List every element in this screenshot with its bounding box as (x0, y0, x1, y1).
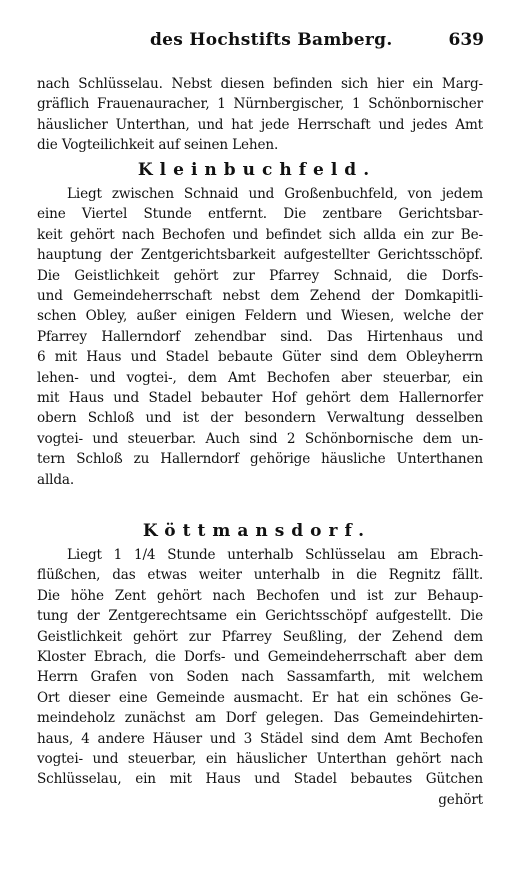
text-line: mit Haus und Stadel bebauter Hof gehört dem Hallernorfer (37, 390, 483, 407)
text-line: Die Geistlichkeit gehört zur Pfarrey Schnaid, die Dorfs- (37, 267, 483, 284)
text-line: hauptung der Zentgerichtsbarkeit aufgestellter Gerichtsschöpf. (37, 247, 483, 264)
text-line: eine Viertel Stunde entfernt. Die zentbare Gerichtsbar- (37, 206, 483, 223)
section-heading-koettmansdorf: Köttmansdorf. (142, 521, 372, 541)
text-line: meindeholz zunächst am Dorf gelegen. Das Gemeindehirten- (37, 710, 483, 727)
text-line: Pfarrey Hallerndorf zehendbar sind. Das Hirtenhaus und (37, 328, 483, 345)
text-line: tung der Zentgerechtsame ein Gerichtsschöpf aufgestellt. Die (37, 608, 483, 625)
text-line: Schlüsselau, ein mit Haus und Stadel bebautes Gütchen (37, 771, 483, 788)
text-line: vogtei- und steuerbar, ein häuslicher Unterthan gehört nach (37, 751, 483, 768)
text-line: haus, 4 andere Häuser und 3 Städel sind dem Amt Bechofen (37, 730, 483, 747)
text-line: lehen- und vogtei-, dem Amt Bechofen aber steuerbar, ein (37, 369, 483, 386)
text-line: vogtei- und steuerbar. Auch sind 2 Schönbornische dem un- (37, 430, 483, 447)
text-line: Liegt 1 1/4 Stunde unterhalb Schlüsselau am Ebrach- (67, 547, 483, 563)
page-header (40, 30, 484, 56)
koettmansdorf-paragraph (37, 545, 483, 810)
kleinbuchfeld-paragraph (37, 184, 483, 490)
text-line: schen Obley, außer einigen Feldern und Wiesen, welche der (37, 308, 483, 325)
text-line: obern Schloß und ist der besondern Verwaltung desselben (37, 410, 483, 427)
text-line: flüßchen, das etwas weiter unterhalb in die Regnitz fällt. (37, 567, 483, 584)
text-line: Herrn Grafen von Soden nach Sassamfarth, mit welchem (37, 669, 483, 686)
text-line: und Gemeindeherrschaft nebst dem Zehend der Domkapitli- (37, 288, 483, 305)
section-heading-kleinbuchfeld: Kleinbuchfeld. (137, 160, 377, 180)
text-line: Geistlichkeit gehört zur Pfarrey Seußling, der Zehend dem (37, 628, 483, 645)
text-line: die Vogteilichkeit auf seinen Lehen. (37, 137, 279, 154)
text-line: häuslicher Unterthan, und hat jede Herrschaft und jedes Amt (37, 116, 483, 133)
text-line: allda. (37, 471, 75, 488)
catchword: gehört (438, 791, 483, 808)
page-number: 639 (448, 30, 484, 50)
text-line: nach Schlüsselau. Nebst diesen befinden sich hier ein Marg- (37, 76, 483, 92)
text-line: Kloster Ebrach, die Dorfs- und Gemeindeherrschaft aber dem (37, 649, 483, 666)
text-line: gräflich Frauenauracher, 1 Nürnbergischer, 1 Schönbornischer (37, 96, 483, 113)
text-line: Die höhe Zent gehört nach Bechofen und ist zur Behaup- (37, 587, 483, 604)
intro-paragraph (37, 74, 483, 156)
text-line: keit gehört nach Bechofen und befindet sich allda ein zur Be- (37, 226, 483, 243)
text-line: tern Schloß zu Hallerndorf gehörige häusliche Unterthanen (37, 451, 483, 468)
text-line: 6 mit Haus und Stadel bebaute Güter sind dem Obleyherrn (37, 349, 483, 366)
running-title: des Hochstifts Bamberg. (150, 30, 393, 50)
text-line: Liegt zwischen Schnaid und Großenbuchfeld, von jedem (67, 186, 483, 202)
text-line: Ort dieser eine Gemeinde ausmacht. Er hat ein schönes Ge- (37, 689, 483, 706)
